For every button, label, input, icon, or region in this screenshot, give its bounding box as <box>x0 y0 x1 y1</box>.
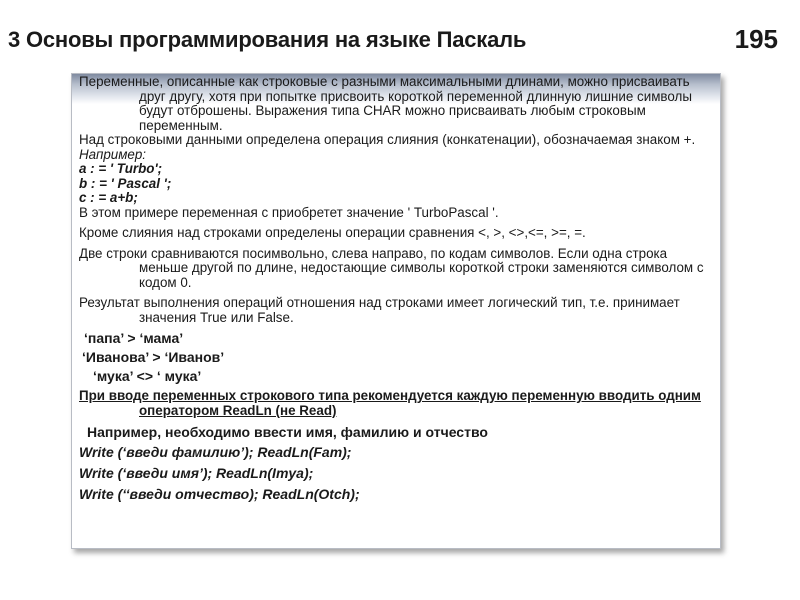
code-line: c : = a+b; <box>79 190 138 205</box>
paragraph-comparison-ops: Кроме слияния над строками определены операции сравнения <, >, <>,<=, >=, =. <box>79 225 586 240</box>
code-line: a : = ' Turbo'; <box>79 161 163 176</box>
comparison-example: ‘мука’ <> ‘ мука’ <box>93 368 202 384</box>
example-input-task: Например, необходимо ввести имя, фамилию и отчество <box>87 424 488 440</box>
example-label: Например: <box>79 146 147 162</box>
slide-title: 3 Основы программирования на языке Паскаль <box>8 27 527 52</box>
panel-content <box>79 75 715 505</box>
comparison-example: ‘папа’ > ‘мама’ <box>84 330 184 346</box>
paragraph-comparison-rules: Две строки сравниваются посимвольно, слева направо, по кодам символов. Если одна строка меньше другой по длине, недостающие символы короткой строки заменяются символом с кодом 0. <box>79 245 704 290</box>
paragraph-concatenation: Над строковыми данными определена операция слияния (конкатенации), обозначаемая знаком +. <box>79 132 696 147</box>
code-line: b : = ' Pascal '; <box>79 175 172 191</box>
paragraph-string-assignment: Переменные, описанные как строковые с разными максимальными длинами, можно присваивать друг другу, хотя при попытке присвоить короткой переменной длинную лишние символы будут отброшены. Выражения типа CHAR можно присваивать любым строковым переменным. <box>79 74 692 133</box>
comparison-example: ‘Иванова’ > ‘Иванов’ <box>82 349 225 365</box>
write-line: Write (‘введи имя’); ReadLn(Imya); <box>79 465 314 481</box>
paragraph-example-result: В этом примере переменная с приобретет значение ' TurboPascal '. <box>79 204 499 220</box>
page-number: 195 <box>734 24 778 54</box>
write-line: Write (‘‘введи отчество); ReadLn(Otch); <box>79 486 360 502</box>
paragraph-result-type: Результат выполнения операций отношения над строками имеет логический тип, т.е. принимает значения True или False. <box>79 295 680 325</box>
recommendation-text: При вводе переменных строкового типа рекомендуется каждую переменную вводить одним оператором ReadLn (не Read) <box>79 388 701 418</box>
write-line: Write (‘введи фамилию’); ReadLn(Fam); <box>79 444 352 460</box>
content-panel <box>71 73 721 549</box>
